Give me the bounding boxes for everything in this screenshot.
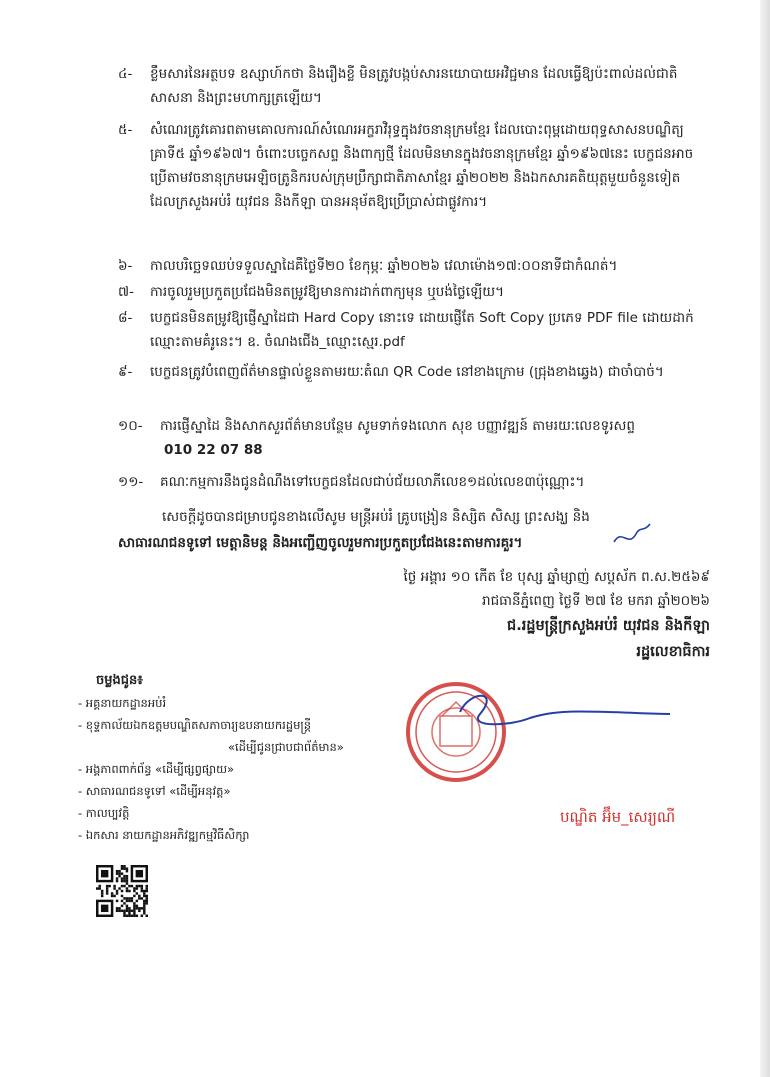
cc-item: - ឯកសារ នាយកដ្ឋានអភិវឌ្ឍកម្មវិធីសិក្សា: [78, 828, 250, 842]
page-edge: [760, 0, 770, 1077]
cc-title: ចម្លងជូន៖: [96, 673, 143, 688]
closing-line-1: សេចក្តីដូចបានជម្រាបជូនខាងលើសូម មន្ត្រីអប់រំ គ្រូបង្រៀន និស្សិត សិស្ស ព្រះសង្ឃ និង: [162, 509, 590, 525]
cc-item: «ដើម្បីជូនជ្រាបជាព័ត៌មាន»: [228, 740, 344, 754]
list-item: [118, 280, 698, 304]
list-item: [118, 118, 698, 214]
list-item: [118, 306, 698, 354]
closing-line-2: សាធារណជនទូទៅ មេត្តានិមន្ត និងអញ្ជើញចូលរួមការប្រកួតប្រជែងនេះតាមការគួរ។: [118, 535, 523, 551]
phone-number: 010 22 07 88: [164, 442, 263, 458]
item-number: ៧-: [118, 284, 134, 300]
signature: [440, 682, 680, 742]
item-text: កាលបរិច្ឆេទឈប់ទទួលស្នាដៃគឺថ្ងៃទី២០ ខែកុម្ភៈ ឆ្នាំ២០២៦ វេលាម៉ោង១៧:០០នាទីជាកំណត់។: [150, 258, 618, 274]
list-item: [118, 414, 698, 462]
item-number: ១០-: [118, 418, 143, 434]
item-number: ៦-: [118, 258, 133, 274]
item-text: ការចូលរួមប្រកួតប្រជែងមិនតម្រូវឱ្យមានការដាក់ពាក្យមុន ឬបង់ថ្លៃឡើយ។: [150, 284, 504, 300]
minister-title: ជ.រដ្ឋមន្ត្រីក្រសួងអប់រំ យុវជន និងកីឡា: [506, 618, 710, 634]
list-item: [118, 470, 698, 494]
cc-item: - ខុទ្ទកាល័យឯកឧត្តមបណ្ឌិតសភាចារ្យឧបនាយករដ្ឋមន្ត្រី: [78, 718, 312, 732]
cc-item: - អង្គភាពពាក់ព័ន្ធ «ដើម្បីផ្សព្វផ្សាយ»: [78, 762, 235, 776]
list-item: [118, 360, 698, 384]
solar-date: រាជធានីភ្នំពេញ ថ្ងៃទី ២៧ ខែ មករា ឆ្នាំ២០២៦: [482, 593, 710, 609]
item-text: បេក្ខជនត្រូវបំពេញព័ត៌មានផ្ទាល់ខ្លួនតាមរយៈតំណ QR Code នៅខាងក្រោម (ជ្រុងខាងឆ្វេង) ជាចាំបាច់។: [150, 364, 664, 380]
item-number: ៨-: [118, 310, 133, 326]
item-text: បេក្ខជនមិនតម្រូវឱ្យផ្ញើស្នាដៃជា Hard Copy នោះទេ ដោយផ្ញើតែ Soft Copy ប្រភេទ PDF file ដោយដាក់ឈ្មោះតាមគំរូនេះ។ ឧ. ចំណងជើង_ឈ្មោះស្មេរ.pdf: [150, 310, 694, 350]
qr-code[interactable]: [96, 865, 148, 917]
item-text: ការផ្ញើស្នាដៃ និងសាកសួរព័ត៌មានបន្ថែម សូមទាក់ទងលោក សុខ បញ្ញាវឌ្ឍន៍ តាមរយៈលេខទូរសព្ទ: [160, 418, 635, 434]
signer-name: បណ្ឌិត អ៊ឹម_សេរ្យណី: [560, 808, 676, 826]
cc-item: - សាធារណជនទូទៅ «ដើម្បីអនុវត្ត»: [78, 784, 231, 798]
item-number: ៥-: [118, 122, 133, 138]
item-text: គណៈកម្មការនឹងជូនដំណឹងទៅបេក្ខជនដែលជាប់ជ័យលាភីលេខ១ដល់លេខ៣ប៉ុណ្ណោះ។: [160, 474, 585, 490]
cc-item: - កាលប្បវត្តិ: [78, 806, 130, 820]
list-item: [118, 254, 698, 278]
item-text: ខ្លឹមសារនៃអត្ថបទ ឧស្សាហ៍កថា និងរឿងខ្លី មិនត្រូវបង្កប់សារនយោបាយអវិជ្ជមាន ដែលធ្វើឱ្យប៉ះពាល់ដល់ជាតិ សាសនា និងព្រះមហាក្សត្រឡើយ។: [150, 66, 678, 106]
item-text: សំណេរត្រូវគោរពតាមគោលការណ៍សំណេរអក្ខរាវិរុទ្ធក្នុងវចនានុក្រមខ្មែរ ដែលបោះពុម្ពដោយពុទ្ធសាសនបណ្ឌិត្យ គ្រាទី៥ ឆ្នាំ១៩៦៧។ ចំពោះបច្ចេកសព្ទ និងពាក្យថ្មី ដែលមិនមានក្នុងវចនានុក្រមខ្មែរ ឆ្នាំ១៩៦៧នេះ បេក្ខជនអាចប្រើតាមវចនានុក្រមអេឡិចត្រូនិករបស់ក្រុមប្រឹក្សាជាតិភាសាខ្មែរ ឆ្នាំ២០២២ និងឯកសារគតិយុត្តមួយចំនួនទៀត ដែលក្រសួងអប់រំ យុវជន និងកីឡា បានអនុម័តឱ្យប្រើប្រាស់ជាផ្លូវការ។: [150, 122, 694, 210]
item-number: ៤-: [118, 66, 133, 82]
secretary-title: រដ្ឋលេខាធិការ: [636, 644, 710, 660]
cc-list: [78, 692, 408, 846]
list-item: [118, 62, 698, 110]
item-number: ១១-: [118, 474, 144, 490]
initial-mark: [612, 522, 652, 552]
lunar-date: ថ្ងៃ អង្គារ ១០ កើត ខែ បុស្ស ឆ្នាំម្សាញ់ សប្តស័ក ព.ស.២៥៦៩: [403, 569, 710, 585]
item-number: ៩-: [118, 364, 133, 380]
cc-item: - អគ្គនាយកដ្ឋានអប់រំ: [78, 696, 167, 710]
